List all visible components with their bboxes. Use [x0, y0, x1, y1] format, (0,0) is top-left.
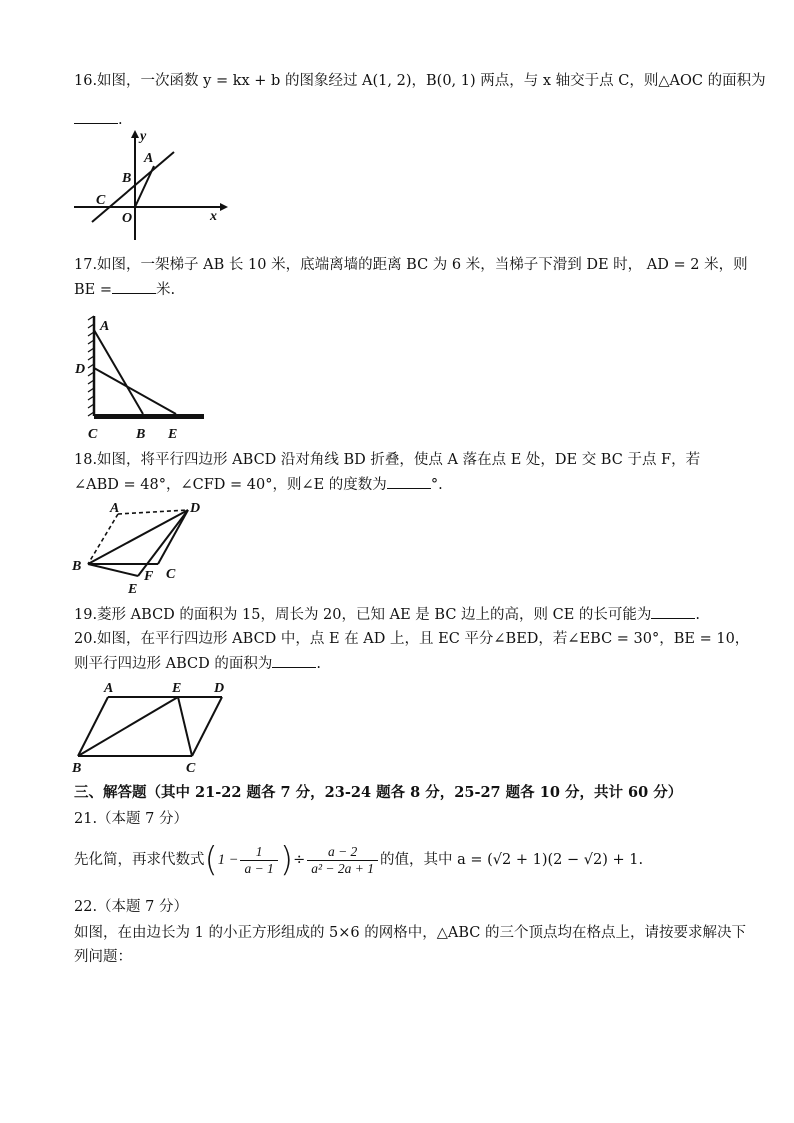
q18-figure [68, 500, 213, 596]
q17-label-C: C [88, 427, 98, 442]
q16-label-y: y [140, 129, 147, 144]
q18-label-D: D [190, 501, 201, 516]
q19-question: 19.菱形 ABCD 的面积为 15，周长为 20，已知 AE 是 BC 边上的高，则 CE 的长可能为 [74, 607, 652, 623]
q20-period: . [316, 656, 321, 672]
q22-text-line1: 如图，在由边长为 1 的小正方形组成的 5×6 的网格中，△ABC 的三个顶点均在格点上，请按要求解决下 [74, 925, 747, 941]
answer-blank[interactable] [112, 279, 156, 294]
q21-expression [74, 838, 643, 882]
q20-question: 则平行四边形 ABCD 的面积为 [74, 656, 273, 672]
q17-be-label: BE = [74, 282, 112, 298]
q16-label-O: O [122, 211, 133, 226]
q18-label-A: A [110, 501, 120, 516]
q16-figure [70, 128, 230, 246]
q22-text-line2: 列问题： [74, 949, 132, 965]
q21-title: 21.（本题 7 分） [74, 811, 189, 827]
q18-condition: ∠ABD = 48°，∠CFD = 40°，则∠E 的度数为 [74, 477, 387, 493]
q21-suffix: 的值，其中 a = (√2 + 1)(2 − √2) + 1. [380, 852, 644, 868]
q21-prefix: 先化简，再求代数式 [74, 852, 205, 868]
answer-blank[interactable] [387, 474, 431, 489]
q21-one-minus: 1 − [217, 852, 239, 868]
q20-figure [70, 680, 240, 776]
q16-period: . [118, 112, 123, 128]
q20-label-D: D [214, 681, 225, 696]
q20-label-A: A [104, 681, 114, 696]
answer-blank[interactable] [272, 653, 316, 668]
q17-label-B: B [136, 427, 146, 442]
section3-heading: 三、解答题（其中 21-22 题各 7 分，23-24 题各 8 分，25-27 题各 10 分，共计 60 分） [74, 784, 683, 801]
answer-blank[interactable] [74, 109, 118, 124]
q18-text-line1: 18.如图，将平行四边形 ABCD 沿对角线 BD 折叠，使点 A 落在点 E 处，DE 交 BC 于点 F，若 [74, 452, 701, 468]
q16-label-C: C [96, 193, 106, 208]
q21-frac2-numerator: a − 2 [307, 844, 378, 861]
q20-label-E: E [172, 681, 182, 696]
q17-text-line2 [74, 279, 175, 301]
q21-frac1-numerator: 1 [240, 844, 277, 861]
q20-text-line2 [74, 653, 321, 675]
q19-text [74, 604, 700, 626]
q17-figure [68, 308, 213, 444]
q16-label-A: A [144, 151, 154, 166]
left-paren: ( [204, 840, 218, 880]
q18-degree: °. [430, 477, 443, 493]
q17-unit: 米. [156, 282, 176, 298]
q16-text-line1: 16.如图，一次函数 y = kx + b 的图象经过 A(1, 2)，B(0, 1) 两点，与 x 轴交于点 C，则△AOC 的面积为 [74, 73, 766, 89]
answer-blank[interactable] [651, 604, 695, 619]
q22-title: 22.（本题 7 分） [74, 899, 189, 915]
right-paren: ) [279, 840, 294, 880]
q21-divide: ÷ [293, 852, 306, 868]
q21-frac2-denominator: a² − 2a + 1 [311, 860, 375, 876]
q21-fraction-2 [307, 844, 378, 877]
q16-label-x: x [210, 209, 217, 224]
q17-label-E: E [168, 427, 178, 442]
q20-label-C: C [186, 761, 196, 776]
q21-frac1-denominator: a − 1 [244, 860, 274, 876]
q16-label-B: B [122, 171, 132, 186]
q17-label-D: D [75, 362, 86, 377]
q21-fraction-1 [240, 844, 277, 877]
q18-text-line2 [74, 474, 443, 496]
q18-label-F: F [144, 569, 154, 584]
q20-text-line1: 20.如图，在平行四边形 ABCD 中，点 E 在 AD 上，且 EC 平分∠BED，若∠EBC = 30°，BE = 10， [74, 631, 750, 647]
q17-label-A: A [100, 319, 110, 334]
q19-period: . [695, 607, 701, 623]
q20-label-B: B [72, 761, 82, 776]
q18-label-E: E [128, 582, 138, 596]
q18-label-B: B [72, 559, 82, 574]
q18-label-C: C [166, 567, 176, 582]
q17-text-line1: 17.如图，一架梯子 AB 长 10 米，底端离墙的距离 BC 为 6 米，当梯子下滑到 DE 时， AD = 2 米，则 [74, 257, 748, 273]
